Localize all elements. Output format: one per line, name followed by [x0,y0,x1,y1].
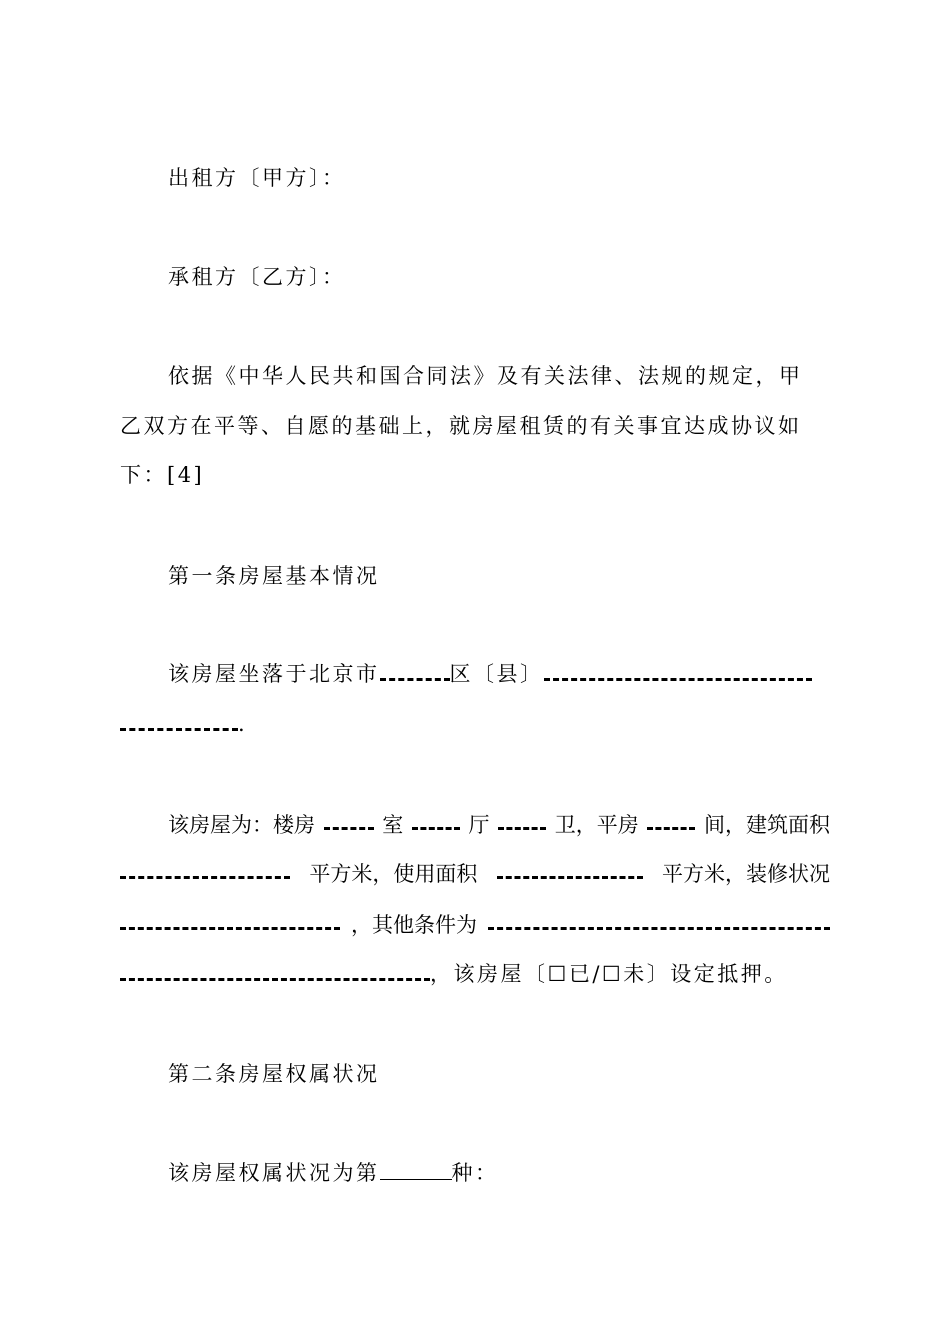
location-prefix: 该房屋坐落于北京市 [168,662,380,686]
layout-line-4 [120,960,830,988]
other-label: ，其他条件为 [351,913,477,937]
ownership-suffix: 种： [451,1161,499,1185]
sqm1-label: 平方米，使用面积 [309,862,478,886]
bath-blank[interactable] [498,811,546,830]
decoration-blank[interactable] [120,911,340,930]
layout-line-2 [120,860,830,888]
layout-line-1 [168,811,830,839]
mortgage-label: ，该房屋〔☐已/☐未〕设定抵押。 [430,962,788,986]
room-blank[interactable] [324,811,374,830]
jian-blank[interactable] [647,811,695,830]
ownership-line [168,1159,830,1187]
ownership-type-blank[interactable] [380,1161,452,1180]
layout-line-3 [120,911,830,939]
district-blank[interactable] [380,662,450,681]
intro-line-2: 乙双方在平等、自愿的基础上，就房屋租赁的有关事宜达成协议如 [120,414,802,438]
intro-line-3: 下：[4] [120,463,205,487]
location-end: . [238,712,248,736]
address-blank[interactable] [544,662,812,681]
other-conditions-blank[interactable] [488,911,830,930]
hall-blank[interactable] [412,811,460,830]
sqm2-label: 平方米，装修状况 [661,862,830,886]
other-conditions-blank-continued[interactable] [120,962,430,981]
layout-prefix: 该房屋为：楼房 [168,813,315,837]
address-blank-continued[interactable] [120,712,238,731]
room-label: 室 [382,813,404,837]
bath-label: 卫，平房 [554,813,639,837]
building-area-blank[interactable] [120,860,290,879]
jian-label: 间，建筑面积 [704,813,830,837]
location-line-1 [168,660,830,688]
district-label: 区〔县〕 [449,662,544,686]
lessee-label: 承租方〔乙方〕： [168,265,346,289]
lessor-label: 出租方〔甲方〕： [168,166,346,190]
hall-label: 厅 [468,813,490,837]
usable-area-blank[interactable] [497,860,643,879]
intro-line-1: 依据《中华人民共和国合同法》及有关法律、法规的规定，甲 [168,364,803,388]
article-1-title: 第一条房屋基本情况 [168,564,380,588]
article-2-title: 第二条房屋权属状况 [168,1062,380,1086]
ownership-prefix: 该房屋权属状况为第 [168,1161,380,1185]
location-line-2 [120,710,830,738]
